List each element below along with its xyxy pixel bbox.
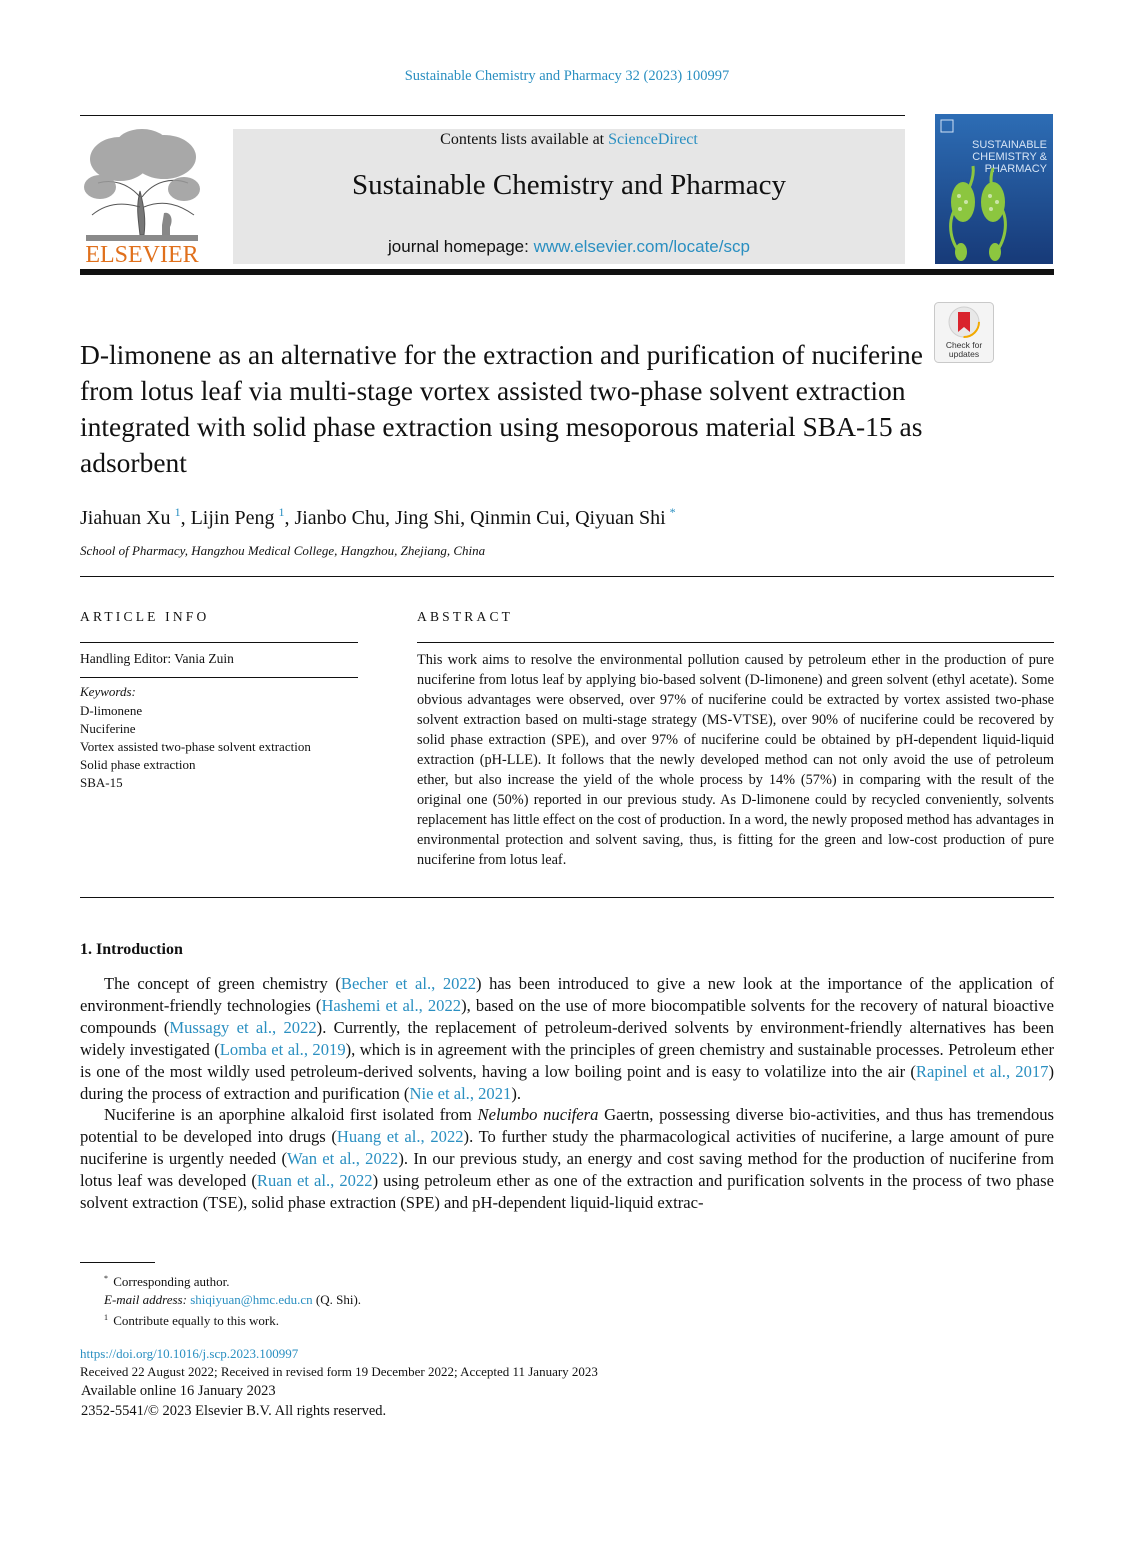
keyword-item: D-limonene <box>80 703 143 718</box>
footnote-equal <box>104 1309 361 1330</box>
keyword-item: Vortex assisted two-phase solvent extraction <box>80 739 311 754</box>
paragraph-text: Nuciferine is an aporphine alkaloid first isolated from <box>104 1105 478 1124</box>
body-paragraph <box>80 1104 1054 1214</box>
footnote-mark: 1 <box>104 1313 108 1322</box>
author-separator: , <box>284 507 295 529</box>
elsevier-wordmark: ELSEVIER <box>85 242 199 265</box>
citation-link[interactable]: Ruan et al., 2022 <box>256 1171 373 1190</box>
journal-cover <box>935 114 1053 264</box>
citation-link[interactable]: Lomba et al., 2019 <box>219 1040 346 1059</box>
section-heading-introduction: 1. Introduction <box>80 941 183 958</box>
article-info-rule <box>80 642 358 643</box>
keyword-list <box>80 702 311 792</box>
homepage-prefix: journal homepage: <box>388 237 534 256</box>
author-separator: , <box>385 507 396 529</box>
citation-link[interactable]: Mussagy et al., 2022 <box>169 1018 317 1037</box>
cover-title-line-3: PHARMACY <box>984 163 1047 175</box>
footnote-rule <box>80 1262 155 1263</box>
author-mark[interactable]: * <box>669 505 676 519</box>
author-mark[interactable]: 1 <box>174 505 181 519</box>
journal-header-box <box>233 129 905 264</box>
abstract-rule <box>417 642 1054 643</box>
footnotes <box>104 1270 361 1330</box>
homepage-link[interactable]: www.elsevier.com/locate/scp <box>533 237 750 256</box>
handling-editor: Handling Editor: Vania Zuin <box>80 651 234 666</box>
author-name: Jiahuan Xu <box>80 507 171 529</box>
paragraph-text: ). Currently, the replacement of petroleum-derived solvents by environment-friendly alternatives has been widely investigated ( <box>80 1018 1055 1059</box>
keyword-item: Solid phase extraction <box>80 757 196 772</box>
corresponding-text: Corresponding author. <box>113 1274 230 1289</box>
doi-link[interactable]: https://doi.org/10.1016/j.scp.2023.100997 <box>80 1346 299 1361</box>
keywords-rule <box>80 677 358 678</box>
sciencedirect-link[interactable]: ScienceDirect <box>608 131 698 148</box>
paragraph-text: ). In our previous study, an energy and cost saving method for the production of nuciferine from lotus leaf was developed ( <box>80 1149 1054 1190</box>
equal-contribution-text: Contribute equally to this work. <box>113 1313 279 1328</box>
author-list <box>80 505 676 530</box>
header-thick-rule <box>80 269 1054 275</box>
citation-link[interactable]: Nie et al., 2021 <box>409 1084 512 1103</box>
article-info-heading: ARTICLE INFO <box>80 609 210 624</box>
footnote-email <box>104 1291 361 1309</box>
journal-reference[interactable]: Sustainable Chemistry and Pharmacy 32 (2023) 100997 <box>404 68 730 84</box>
keywords-label: Keywords: <box>80 684 136 699</box>
article-title: D-limonene as an alternative for the extraction and purification of nuciferine from lotus leaf via multi-stage vortex assisted two-phase solvent extraction integrated with solid phase extraction using mesoporous material SBA-15 as adsorbent <box>80 339 923 478</box>
citation-link[interactable]: Becher et al., 2022 <box>340 974 477 993</box>
author-separator: , <box>460 507 471 529</box>
paragraph-text: The concept of green chemistry ( <box>104 974 341 993</box>
affiliation: School of Pharmacy, Hangzhou Medical College, Hangzhou, Zhejiang, China <box>80 543 486 558</box>
paragraph-text: ), which is in agreement with the principles of green chemistry and sustainable processes. Petroleum ether is one of the most wildly used petroleum-derived solvents, having a low boiling point and is easy to volatilize into the air ( <box>80 1040 1054 1081</box>
author-separator: , <box>180 507 191 529</box>
paragraph-text: ). <box>511 1084 521 1103</box>
affiliation-rule <box>80 576 1054 577</box>
footnote-corresponding <box>104 1270 361 1291</box>
author-separator: , <box>565 507 576 529</box>
paragraph-text: ) during the process of extraction and purification ( <box>80 1062 1054 1103</box>
citation-link[interactable]: Huang et al., 2022 <box>336 1127 464 1146</box>
header-top-rule <box>80 115 905 116</box>
author-name: Qinmin Cui <box>470 507 566 529</box>
author-name: Qiyuan Shi <box>575 507 666 529</box>
paragraph-text: Gaertn, possessing diverse bio-activities, and thus has tremendous potential to be developed into drugs ( <box>80 1105 1054 1146</box>
keyword-item: Nuciferine <box>80 721 136 736</box>
citation-link[interactable]: Wan et al., 2022 <box>287 1149 399 1168</box>
keyword-item: SBA-15 <box>80 775 123 790</box>
check-updates-line-2: updates <box>948 349 980 359</box>
email-suffix: (Q. Shi). <box>312 1292 362 1307</box>
homepage-line <box>233 237 905 257</box>
author-name: Lijin Peng <box>190 507 275 529</box>
paragraph-text: ) using petroleum ether as one of the extraction and purification solvents in the process of two phase solvent extraction (TSE), solid phase extraction (SPE) and pH-dependent liquid-liquid extrac- <box>80 1171 1054 1212</box>
copyright: 2352-5541/© 2023 Elsevier B.V. All rights reserved. <box>81 1403 387 1419</box>
contents-line <box>233 131 905 149</box>
footnote-mark: * <box>104 1274 108 1283</box>
available-online: Available online 16 January 2023 <box>81 1383 276 1399</box>
citation-link[interactable]: Hashemi et al., 2022 <box>321 996 462 1015</box>
paragraph-text: ), based on the use of more biocompatible solvents for the recovery of natural bioactive compounds ( <box>80 996 1055 1037</box>
author-mark[interactable]: 1 <box>278 505 285 519</box>
author-name: Jianbo Chu <box>294 507 386 529</box>
citation-link[interactable]: Rapinel et al., 2017 <box>915 1062 1049 1081</box>
check-for-updates-badge[interactable] <box>934 302 994 363</box>
cover-title-line-2: CHEMISTRY & <box>972 151 1047 163</box>
paragraph-text: ). To further study the pharmacological activities of nuciferine, a large amount of pure nuciferine is urgently needed ( <box>80 1127 1054 1168</box>
journal-name: Sustainable Chemistry and Pharmacy <box>351 169 787 201</box>
paragraph-text: ) has been introduced to give a new look at the importance of the application of environment-friendly technologies ( <box>80 974 1054 1015</box>
cover-title-line-1: SUSTAINABLE <box>972 139 1047 151</box>
author-name: Jing Shi <box>395 507 461 529</box>
email-link[interactable]: shiqiyuan@hmc.edu.cn <box>190 1292 313 1307</box>
contents-prefix: Contents lists available at <box>440 131 609 148</box>
abstract-bottom-rule <box>80 897 1054 898</box>
species-name: Nelumbo nucifera <box>477 1105 599 1124</box>
article-history: Received 22 August 2022; Received in revised form 19 December 2022; Accepted 11 January 2023 <box>80 1364 598 1379</box>
abstract-heading: ABSTRACT <box>417 609 514 624</box>
abstract-text: This work aims to resolve the environmental pollution caused by petroleum ether in the production of pure nuciferine from lotus leaf by applying bio-based solvent (D-limonene) and green solvent (ethyl acetate). Some obvious advantages were observed, over 97% of nuciferine could be extracted by vortex assisted two-phase solvent extraction based on multi-stage strategy (MS-VTSE), over 90% of nuciferine could be recovered by solid phase extraction (SPE), and over 97% of nuciferine could be obtained by pH-dependent liquid-liquid extraction (pH-LLE). It follows that the newly developed method can not only avoid the use of petroleum ether, but also increase the yield of the whole process by 14% (57%) in comparing with the result of the original one (50%) reported in our previous study. As D-limonene could by recycled conveniently, solvents replacement has little effect on the cost of production. In a word, the newly proposed method has advantages in environmental protection and solvent saving, thus, is fitting for the green and low-cost production of pure nuciferine from lotus leaf. <box>417 652 1054 868</box>
elsevier-logo <box>80 127 204 265</box>
body-paragraph <box>80 973 1054 1105</box>
email-label: E-mail address: <box>104 1292 187 1307</box>
check-updates-line-1: Check for <box>945 340 983 350</box>
